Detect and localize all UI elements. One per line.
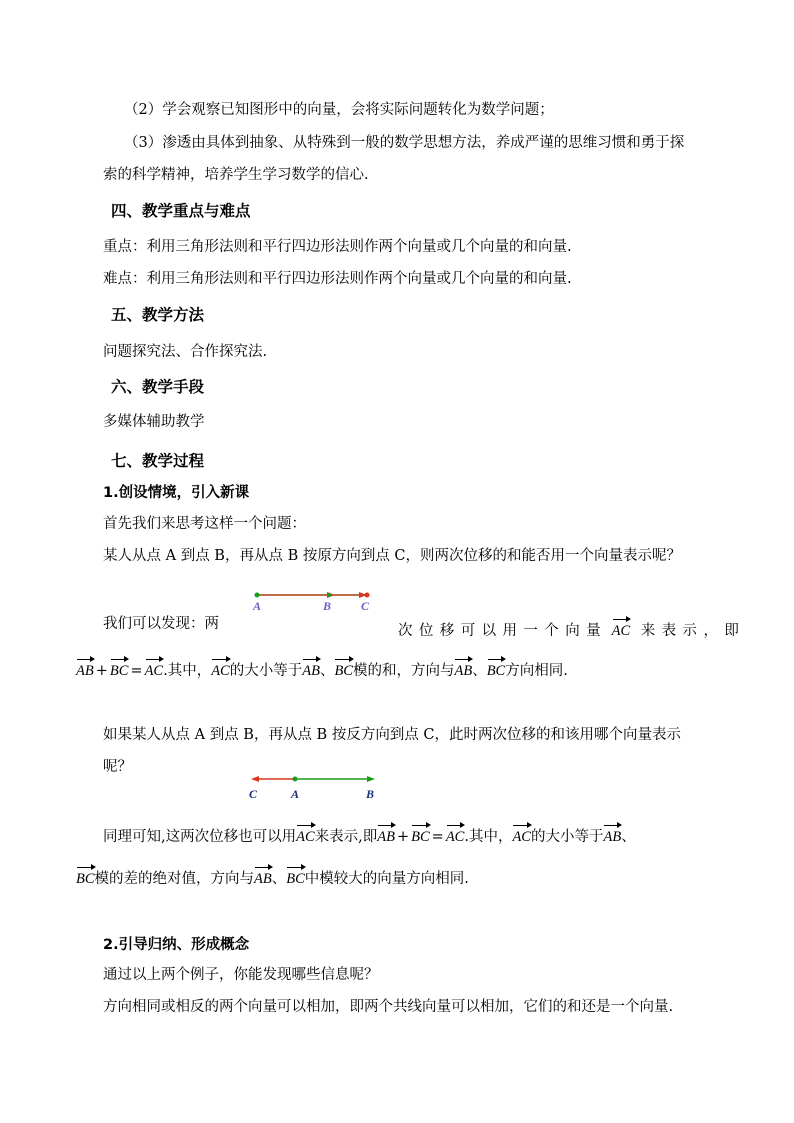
similarly-text-a: 同理可知,这两次位移也可以用	[103, 829, 297, 845]
discovery-text-b: 次位移可以用一个向量	[398, 623, 607, 639]
fig2-label-c: C	[249, 787, 258, 801]
difficulty-point: 难点：利用三角形法则和平行四边形法则作两个向量或几个向量的和向量.	[103, 271, 572, 287]
vector-bc: BC	[411, 825, 430, 847]
paragraph-conclusion: 方向相同或相反的两个向量可以相加，即两个共线向量可以相加，它们的和还是一个向量.	[103, 999, 674, 1015]
objective-2: （2）学会观察已知图形中的向量，会将实际问题转化为数学问题；	[124, 102, 554, 118]
similarly-text-c: .其中，	[464, 829, 513, 845]
fig2-label-b: B	[366, 787, 375, 801]
separator: 、	[472, 663, 487, 679]
fig1-label-a: A	[253, 599, 262, 613]
vector-ab: AB	[254, 867, 272, 889]
paragraph-similarly	[103, 825, 636, 847]
fig1-label-c: C	[361, 599, 370, 613]
plus-sign: +	[95, 663, 108, 679]
step-1-heading: 1.创设情境，引入新课	[103, 485, 250, 501]
vector-ac: AC	[145, 659, 164, 681]
vector-bc: BC	[76, 867, 95, 889]
paragraph-question-2-line2: 呢？	[103, 759, 132, 775]
similarly-text-b: 来表示,即	[314, 829, 378, 845]
focus-point: 重点：利用三角形法则和平行四边形法则作两个向量或几个向量的和向量.	[103, 239, 572, 255]
vector-bc: BC	[286, 867, 305, 889]
discovery-text-a: 我们可以发现：两	[103, 616, 219, 632]
vector-ac: AC	[296, 825, 315, 847]
teaching-method: 问题探究法、合作探究法.	[103, 344, 268, 360]
paragraph-question-2-line1: 如果某人从点 A 到点 B，再从点 B 按反方向到点 C，此时两次位移的和该用哪个向量表示	[103, 727, 682, 743]
vector-bc: BC	[487, 659, 506, 681]
separator: 、	[319, 663, 335, 679]
text-magnitude-equals: 的大小等于	[229, 663, 303, 679]
paragraph-discovery-start	[103, 614, 219, 634]
equation-line-1	[76, 659, 568, 681]
difference-text-b: 中模较大的向量方向相同.	[304, 871, 469, 887]
paragraph-question-1: 某人从点 A 到点 B，再从点 B 按原方向到点 C，则两次位移的和能否用一个向量表示呢？	[103, 548, 682, 564]
text-same-direction: 方向相同.	[505, 663, 568, 679]
section-5-heading: 五、教学方法	[111, 306, 205, 324]
text-sum-direction: 模的和，方向与	[352, 663, 455, 679]
separator: 、	[271, 871, 287, 887]
fig2-label-a: A	[291, 787, 300, 801]
step-2-heading: 2.引导归纳、形成概念	[103, 937, 250, 953]
objective-3-line2: 索的科学精神，培养学生学习数学的信心.	[103, 167, 369, 183]
vector-ac: AC	[446, 825, 465, 847]
vector-ac: AC	[211, 659, 230, 681]
vector-ab: AB	[76, 659, 94, 681]
vector-ac: AC	[512, 825, 531, 847]
section-4-heading: 四、教学重点与难点	[111, 202, 251, 220]
vector-bc: BC	[334, 659, 353, 681]
figure-opposite-direction	[245, 770, 385, 802]
difference-text-a: 模的差的绝对值，方向与	[94, 871, 255, 887]
vector-ab: AB	[302, 659, 320, 681]
vector-bc: BC	[110, 659, 129, 681]
paragraph-question-intro: 首先我们来思考这样一个问题：	[103, 516, 306, 532]
section-6-heading: 六、教学手段	[111, 378, 205, 396]
separator: 、	[621, 829, 636, 845]
similarly-text-d: 的大小等于	[530, 829, 604, 845]
fig1-label-b: B	[323, 599, 332, 613]
plus-sign: +	[396, 829, 410, 845]
text-among: .其中，	[163, 663, 212, 679]
equals-sign: =	[130, 663, 143, 679]
paragraph-difference	[76, 867, 469, 889]
vector-ab: AB	[454, 659, 472, 681]
discovery-text-c: 来表示，即	[640, 623, 746, 639]
teaching-means: 多媒体辅助教学	[103, 414, 205, 430]
objective-3-line1: （3）渗透由具体到抽象、从特殊到一般的数学思想方法，养成严谨的思维习惯和勇于探	[124, 135, 685, 151]
paragraph-discovery-continued	[398, 619, 745, 641]
vector-ab: AB	[377, 825, 395, 847]
vector-ac: AC	[612, 619, 631, 641]
figure-same-direction	[245, 586, 385, 616]
section-7-heading: 七、教学过程	[111, 452, 205, 470]
equals-sign: =	[431, 829, 444, 845]
vector-ab: AB	[603, 825, 621, 847]
paragraph-info-question: 通过以上两个例子，你能发现哪些信息呢？	[103, 967, 379, 983]
